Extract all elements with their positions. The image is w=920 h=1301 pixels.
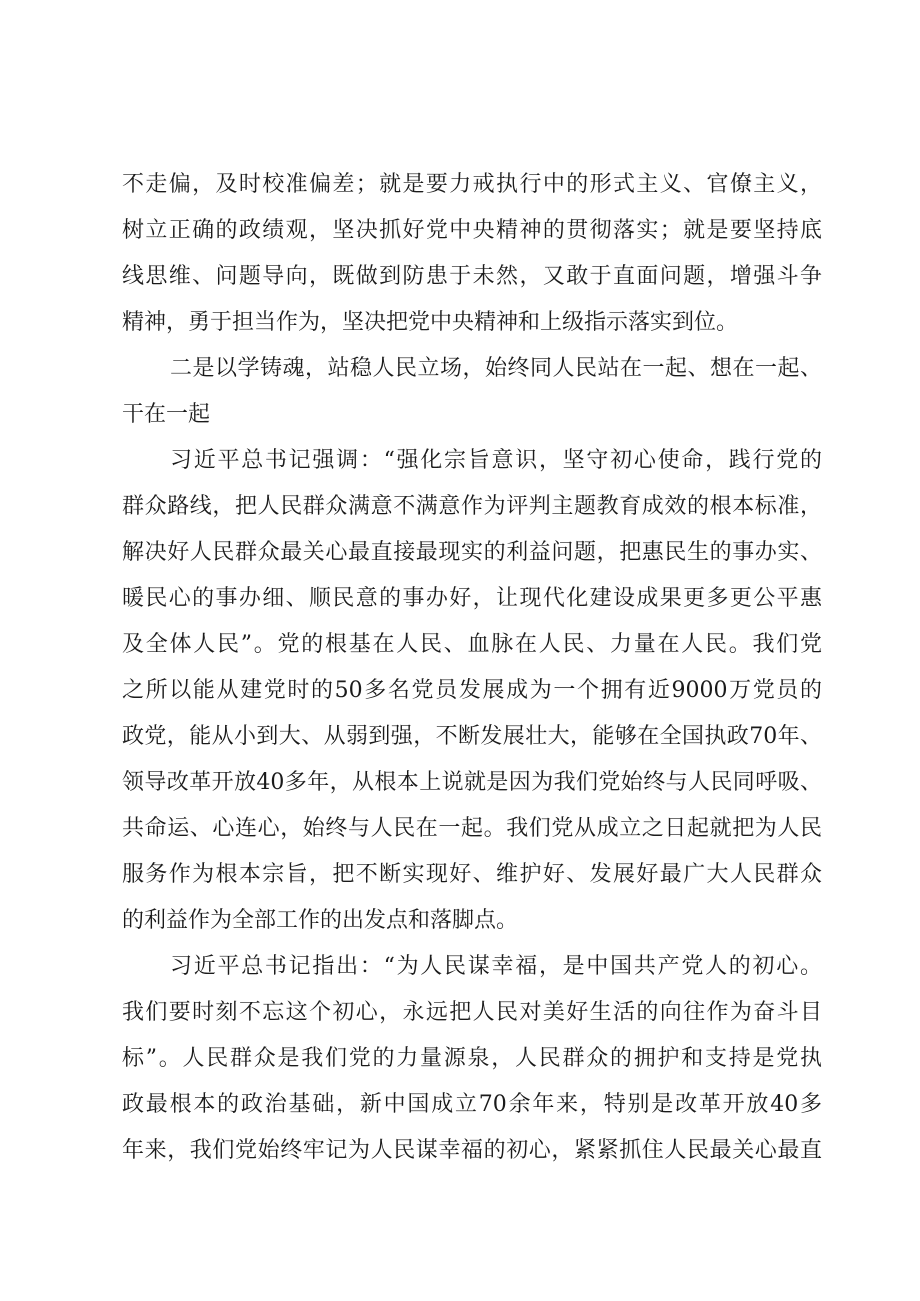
text-line: 不走偏，及时校准偏差；就是要力戒执行中的形式主义、官僚主义， (122, 172, 822, 197)
text-line: 年来，我们党始终牢记为人民谋幸福的初心，紧紧抓住人民最关心最直 (122, 1138, 822, 1163)
text-line: 标”。人民群众是我们党的力量源泉，人民群众的拥护和支持是党执 (122, 1046, 822, 1071)
text-line: 暖民心的事办细、顺民意的事办好，让现代化建设成果更多更公平惠 (122, 586, 822, 611)
text-line: 解决好人民群众最关心最直接最现实的利益问题，把惠民生的事办实、 (122, 540, 822, 565)
text-line: 之所以能从建党时的50多名党员发展成为一个拥有近9000万党员的 (122, 678, 822, 703)
text-line: 群众路线，把人民群众满意不满意作为评判主题教育成效的根本标准， (122, 494, 822, 519)
text-line: 服务作为根本宗旨，把不断实现好、维护好、发展好最广大人民群众 (122, 862, 822, 887)
text-line: 的利益作为全部工作的出发点和落脚点。 (122, 908, 519, 933)
section-heading-line: 干在一起 (122, 402, 211, 427)
body-text (122, 162, 822, 1174)
text-line: 政党，能从小到大、从弱到强，不断发展壮大，能够在全国执政70年、 (122, 724, 822, 749)
text-line: 共命运、心连心，始终与人民在一起。我们党从成立之日起就把为人民 (122, 816, 822, 841)
text-line: 习近平总书记强调：“强化宗旨意识，坚守初心使命，践行党的 (170, 448, 822, 473)
text-line: 习近平总书记指出：“为人民谋幸福，是中国共产党人的初心。 (170, 954, 822, 979)
text-line: 及全体人民”。党的根基在人民、血脉在人民、力量在人民。我们党 (122, 632, 822, 657)
text-line: 领导改革开放40多年，从根本上说就是因为我们党始终与人民同呼吸、 (122, 770, 822, 795)
text-line: 我们要时刻不忘这个初心，永远把人民对美好生活的向往作为奋斗目 (122, 1000, 822, 1025)
text-line: 精神，勇于担当作为，坚决把党中央精神和上级指示落实到位。 (122, 310, 739, 335)
text-line: 树立正确的政绩观，坚决抓好党中央精神的贯彻落实；就是要坚持底 (122, 218, 822, 243)
text-line: 线思维、问题导向，既做到防患于未然，又敢于直面问题，增强斗争 (122, 264, 822, 289)
text-line: 政最根本的政治基础，新中国成立70余年来，特别是改革开放40多 (122, 1092, 822, 1117)
section-heading-line: 二是以学铸魂，站稳人民立场，始终同人民站在一起、想在一起、 (170, 356, 822, 381)
